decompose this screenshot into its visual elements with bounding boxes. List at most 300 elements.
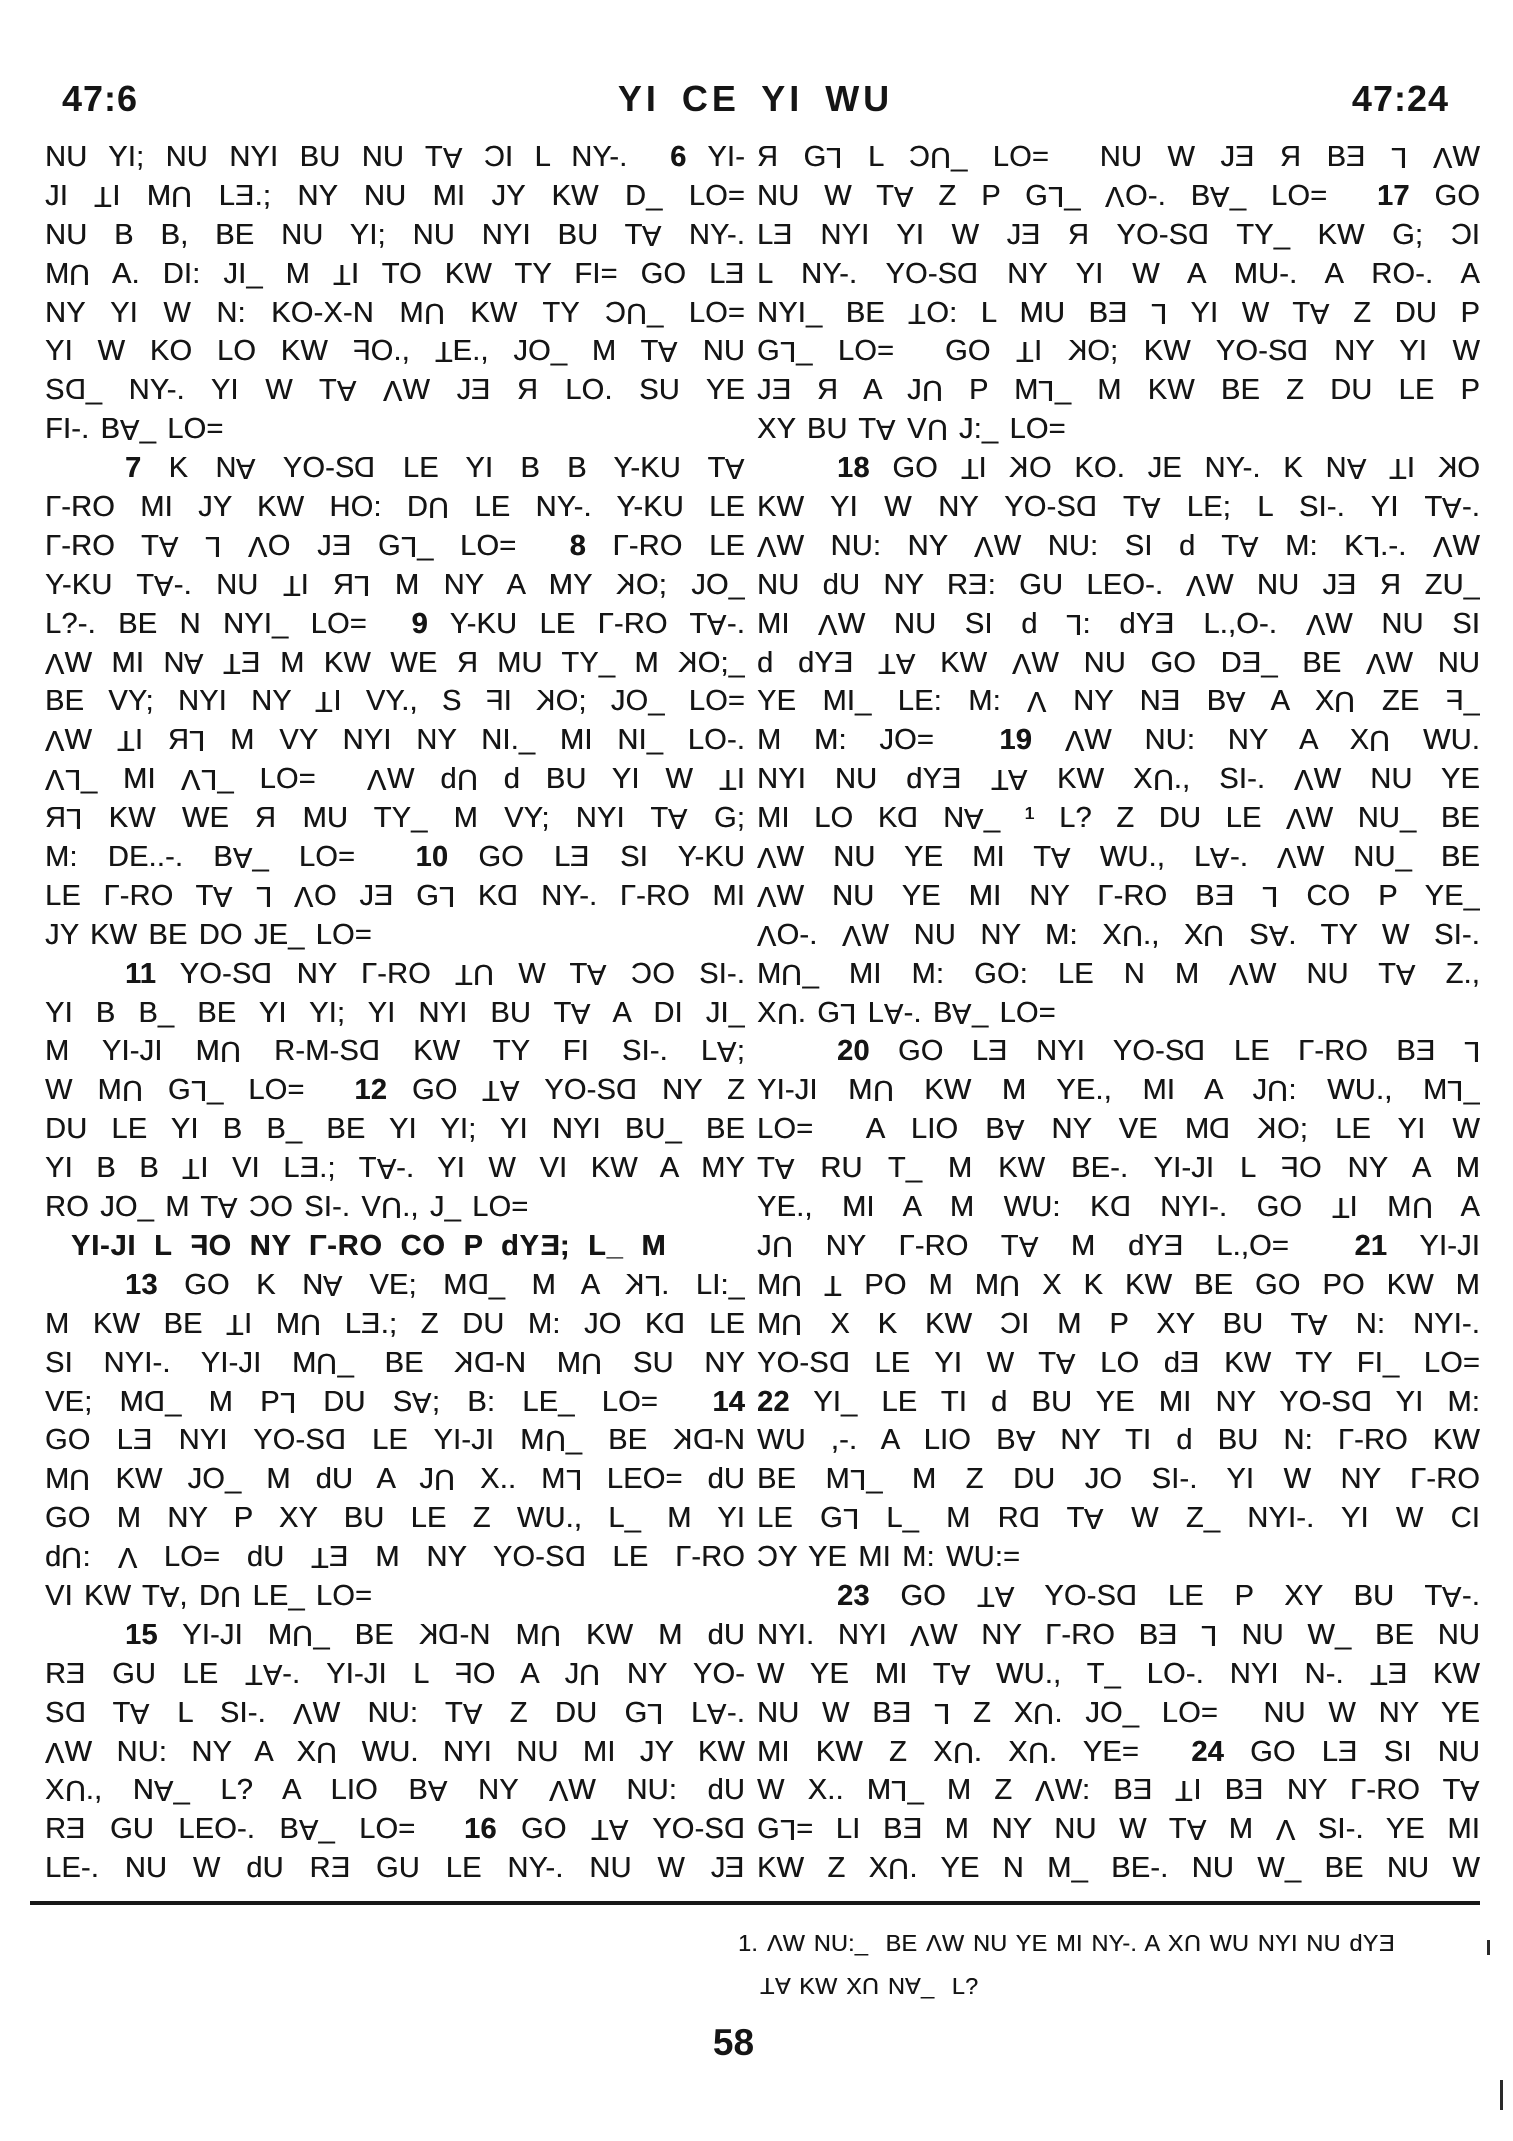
mirrored-letter: R <box>817 374 839 407</box>
text-line: GO LE NYI YO-SD LE YI-JI MU_ BE KD-N <box>45 1421 745 1460</box>
rotated-letter: A <box>1008 763 1029 796</box>
rotated-letter: T <box>116 724 135 757</box>
rotated-letter: U <box>1152 763 1174 796</box>
rotated-letter: U <box>952 1735 974 1768</box>
text-line: VW NU: NY A XU WU. NYI NU MI JY KW <box>45 1733 745 1772</box>
rotated-letter: V <box>45 1735 65 1768</box>
rotated-letter: U <box>1411 1190 1433 1223</box>
rotated-letter: U <box>292 1618 314 1651</box>
mirrored-letter: E <box>1337 568 1357 601</box>
text-line: RO JO_ M TA CO SI-. VU., J_ LO= <box>45 1188 745 1227</box>
rotated-letter: L <box>438 879 456 912</box>
mirrored-letter: R <box>167 724 189 757</box>
text-line: DU LE YI B B_ BE YI YI; YI NYI BU_ BE <box>45 1113 745 1146</box>
rotated-letter: U <box>456 763 478 796</box>
mirrored-letter: D <box>1287 335 1309 368</box>
mirrored-letter: D <box>564 1541 586 1574</box>
text-line: XU. GL LA-. BA_ LO= <box>757 994 1480 1033</box>
text-line: BE ML_ M Z DU JO SI-. YI W NY Γ-RO <box>757 1460 1480 1499</box>
rotated-letter: U <box>1121 918 1143 951</box>
rotated-letter: V <box>1275 1813 1296 1846</box>
rotated-letter: U <box>872 1074 894 1107</box>
footnote-line: 1. VW NU:_ BE VW NU YE MI NY-. A XU WU NYI NU dYE <box>738 1922 1463 1965</box>
text-line: LO= A LIO BA NY VE MD KO; LE YI W <box>757 1110 1480 1149</box>
rotated-letter: A <box>717 1035 737 1068</box>
verse-number: 14 <box>712 1385 745 1418</box>
mirrored-letter: R <box>333 568 355 601</box>
rotated-letter: V <box>181 763 202 796</box>
verse-number: 17 <box>1376 179 1410 212</box>
rotated-letter: A <box>883 996 904 1029</box>
mirrored-letter: F <box>352 335 371 368</box>
rotated-letter: A <box>905 1973 921 1999</box>
rotated-letter: V <box>910 1618 931 1651</box>
text-line: L NY-. YO-SD NY YI W A MU-. A RO-. A <box>757 255 1480 294</box>
mirrored-letter: K <box>678 646 698 679</box>
text-line: RE GU LE TA-. YI-JI L FO A JU NY YO- <box>45 1655 745 1694</box>
column-left <box>45 138 745 1888</box>
mirrored-letter: R <box>45 802 67 835</box>
mirrored-letter: E <box>66 1813 86 1846</box>
verse-number: 24 <box>1191 1735 1224 1768</box>
mirrored-letter: E <box>66 1657 86 1690</box>
mirrored-letter: R <box>456 646 478 679</box>
rotated-letter: U <box>1369 724 1391 757</box>
rotated-letter: L <box>64 763 81 796</box>
rotated-letter: A <box>1015 1424 1036 1457</box>
mirrored-letter: K <box>1067 335 1088 368</box>
text-line: 15 YI-JI MU_ BE KD-N MU KW M dU <box>45 1616 745 1655</box>
rotated-letter: V <box>766 1930 783 1956</box>
verse-number: 23 <box>837 1579 870 1612</box>
text-line: MU KW JO_ M dU A JU X.. ML LEO= dU <box>45 1460 745 1499</box>
text-line: 20 GO LE NYI YO-SD LE Γ-RO BE L <box>757 1032 1480 1071</box>
rotated-letter: A <box>1186 1813 1207 1846</box>
rotated-letter: A <box>1396 957 1416 990</box>
rotated-letter: L <box>934 1696 951 1729</box>
rotated-letter: L <box>842 1502 860 1535</box>
rotated-letter: U <box>428 490 450 523</box>
rotated-letter: L <box>279 1385 297 1418</box>
text-line: XY BU TA VU J:_ LO= <box>757 410 1480 449</box>
rotated-letter: U <box>69 257 91 290</box>
text-line: FI-. BA_ LO= <box>45 410 745 449</box>
rotated-letter: L <box>1447 1074 1464 1107</box>
rotated-letter: V <box>1305 607 1326 640</box>
rotated-letter: A <box>1310 296 1330 329</box>
mirrored-letter: D <box>723 1813 745 1846</box>
rotated-letter: V <box>926 1930 942 1956</box>
rotated-letter: A <box>262 1657 283 1690</box>
text-line: VW NU: NY VW NU: SI d TA M: KL.-. VW <box>757 527 1480 566</box>
rotated-letter: V <box>293 1696 313 1729</box>
footnote-line: TA KW XU NA_ L? <box>738 1965 1463 2008</box>
rotated-letter: V <box>818 607 838 640</box>
mirrored-letter: D <box>251 957 273 990</box>
rotated-letter: T <box>976 1579 995 1612</box>
scan-artifact <box>1487 1940 1490 1955</box>
text-line: dU: V LO= dU TE M NY YO-SD LE Γ-RO <box>45 1538 745 1577</box>
rotated-letter: V <box>1229 957 1249 990</box>
rotated-letter: T <box>760 1973 775 1999</box>
verse-number: 7 <box>125 452 142 485</box>
mirrored-letter: K <box>1257 1113 1277 1146</box>
mirrored-letter: D <box>64 374 86 407</box>
text-line: YI B B_ BE YI YI; YI NYI BU TA A DI JI_ <box>45 994 745 1033</box>
text-line: LE NYI YI W JE R YO-SD TY_ KW G; CI <box>757 216 1480 255</box>
text-line: VE; MD_ M PL DU SA; B: LE_ LO= 14 <box>45 1383 745 1422</box>
mirrored-letter: E <box>241 646 261 679</box>
scan-artifact <box>1500 2080 1503 2110</box>
text-line: Γ-RO TA L VO JE GL_ LO= 8 Γ-RO LE <box>45 527 745 566</box>
mirrored-letter: D <box>828 1346 850 1379</box>
rotated-letter: L <box>1038 374 1055 407</box>
rotated-letter: L <box>1391 140 1408 173</box>
mirrored-letter: C <box>757 1541 779 1574</box>
mirrored-letter: K <box>418 1618 439 1651</box>
rotated-letter: U <box>1334 685 1356 718</box>
rotated-letter: T <box>244 1657 263 1690</box>
text-line: MI VW NU SI d L: dYE L.,O-. VW NU SI <box>757 605 1480 644</box>
rotated-letter: V <box>117 1540 138 1573</box>
text-line: TA RU T_ M KW BE-. YI-JI L FO NY A M <box>757 1149 1480 1188</box>
text-line: JI TI MU LE.; NY NU MI JY KW D_ LO= <box>45 177 745 216</box>
rotated-letter: U <box>771 1229 793 1262</box>
verse-number: 16 <box>464 1813 497 1846</box>
rotated-letter: A <box>894 179 914 212</box>
text-line: NU YI; NU NYI BU NU TA CI L NY-. 6 YI- <box>45 138 745 177</box>
mirrored-letter: R <box>255 802 277 835</box>
rotated-letter: A <box>158 529 179 562</box>
rotated-letter: A <box>232 840 253 873</box>
rotated-letter: L <box>1463 1035 1480 1068</box>
rotated-letter: T <box>908 296 927 329</box>
mirrored-letter: K <box>1437 452 1458 485</box>
mirrored-letter: E <box>331 529 352 562</box>
footnote-divider <box>30 1901 1480 1905</box>
text-line: 18 GO TI KO KO. JE NY-. K NA TI KO <box>757 449 1480 488</box>
rotated-letter: U <box>921 374 943 407</box>
rotated-letter: V <box>1064 724 1085 757</box>
mirrored-letter: D <box>692 1424 714 1457</box>
rotated-letter: A <box>336 374 357 407</box>
mirrored-letter: E <box>988 1035 1008 1068</box>
rotated-letter: A <box>668 802 688 835</box>
rotated-letter: A <box>1210 179 1230 212</box>
verse-number: 13 <box>125 1268 158 1301</box>
rotated-letter: A <box>1140 490 1161 523</box>
rotated-letter: V <box>1027 685 1047 718</box>
text-line: NU B B, BE NU YI; NU NYI BU TA NY-. <box>45 216 745 255</box>
rotated-letter: V <box>974 529 994 562</box>
rotated-letter: L <box>849 1463 867 1496</box>
mirrored-letter: D <box>1350 1385 1372 1418</box>
verse-number: 11 <box>125 957 157 990</box>
text-line: W MU GL_ LO= 12 GO TA YO-SD NY Z <box>45 1071 745 1110</box>
text-line: NYI NU dYE TA KW XU., SI-. VW NU YE <box>757 760 1480 799</box>
text-line: M M: JO= 19 VW NU: NY A XU WU. <box>757 721 1480 760</box>
rotated-letter: T <box>1175 1774 1194 1807</box>
mirrored-letter: D <box>1184 1035 1206 1068</box>
mirrored-letter: D <box>497 879 519 912</box>
verse-number: 8 <box>569 529 586 562</box>
rotated-letter: A <box>1084 1502 1104 1535</box>
rotated-letter: U <box>1027 1735 1049 1768</box>
mirrored-letter: E <box>942 763 962 796</box>
rotated-letter: U <box>781 1268 803 1301</box>
footnote <box>738 1922 1463 2008</box>
mirrored-letter: C <box>631 957 653 990</box>
rotated-letter: U <box>171 179 193 212</box>
rotated-letter: A <box>500 1074 520 1107</box>
rotated-letter: T <box>990 763 1009 796</box>
rotated-letter: L <box>201 763 218 796</box>
rotated-letter: L <box>826 140 843 173</box>
mirrored-letter: K <box>616 568 636 601</box>
rotated-letter: V <box>1432 140 1453 173</box>
rotated-letter: T <box>482 1074 501 1107</box>
rotated-letter: U <box>781 957 803 990</box>
rotated-letter: U <box>579 1657 601 1690</box>
rotated-letter: U <box>121 1074 144 1107</box>
mirrored-letter: E <box>1346 141 1366 173</box>
mirrored-letter: E <box>771 374 792 407</box>
rotated-letter: V <box>45 724 65 757</box>
mirrored-letter: E <box>328 1541 349 1574</box>
mirrored-letter: E <box>132 1424 153 1457</box>
rotated-letter: U <box>781 1307 803 1340</box>
text-line: Γ-RO MI JY KW HO: DU LE NY-. Y-KU LE <box>45 488 745 527</box>
text-line: JY KW BE DO JE_ LO= <box>45 918 372 951</box>
mirrored-letter: K <box>1009 452 1029 485</box>
text-line: R GL L CU_ LO= NU W JE R BE L VW <box>757 138 1480 177</box>
text-line: KW Z XU. YE N M_ BE-. NU W_ BE NU W <box>757 1849 1480 1888</box>
rotated-letter: V <box>1294 763 1314 796</box>
verse-number: 19 <box>999 724 1032 757</box>
text-line: SD_ NY-. YI W TA VW JE R LO. SU YE <box>45 371 745 410</box>
rotated-letter: U <box>423 296 445 329</box>
text-line: VI KW TA, DU LE_ LO= <box>45 1577 745 1616</box>
book-title: YI CE YI WU <box>617 78 894 119</box>
rotated-letter: A <box>774 1152 795 1185</box>
mirrored-letter: D <box>1075 491 1098 524</box>
verse-number: 10 <box>415 841 449 874</box>
mirrored-letter: D <box>957 257 979 290</box>
rotated-letter: U <box>64 1774 86 1807</box>
text-line: LE Γ-RO TA L VO JE GL KD NY-. Γ-RO MI <box>45 877 745 916</box>
mirrored-letter: D <box>143 1385 166 1418</box>
rotated-letter: U <box>434 1463 456 1496</box>
rotated-letter: T <box>1388 452 1407 485</box>
mirrored-letter: E <box>968 568 988 601</box>
rotated-letter: T <box>960 452 979 485</box>
text-line: 23 GO TA YO-SD LE P XY BU TA-. <box>757 1577 1480 1616</box>
rotated-letter: U <box>69 1463 91 1496</box>
text-line: 22 YI_ LE TI d BU YE MI NY YO-SD YI M: <box>757 1383 1480 1422</box>
mirrored-letter: D <box>897 802 919 835</box>
text-line: M YI-JI MU R-M-SD KW TY FI SI-. LA; <box>45 1032 745 1071</box>
text-line: SI NYI-. YI-JI MU_ BE KD-N MU SU NY <box>45 1344 745 1383</box>
rotated-letter: L <box>255 879 272 912</box>
mirrored-letter: E <box>1387 1657 1408 1690</box>
rotated-letter: U <box>300 1307 322 1340</box>
mirrored-letter: E <box>1241 646 1262 679</box>
rotated-letter: A <box>153 1774 174 1807</box>
rotated-letter: A <box>1308 1307 1328 1340</box>
rotated-letter: L <box>779 1813 797 1846</box>
mirrored-letter: F <box>1281 1152 1299 1185</box>
text-line: 7 K NA YO-SD LE YI B B Y-KU TA <box>45 449 745 488</box>
mirrored-letter: E <box>1214 879 1235 912</box>
rotated-letter: U <box>929 140 952 173</box>
mirrored-letter: F <box>189 1229 209 1262</box>
mirrored-letter: K <box>536 685 556 718</box>
rotated-letter: V <box>1286 802 1306 835</box>
mirrored-letter: E <box>539 1229 560 1262</box>
rotated-letter: A <box>952 996 972 1029</box>
rotated-letter: L <box>1201 1618 1218 1651</box>
text-line: M: DE..-. BA_ LO= 10 GO LE SI Y-KU <box>45 838 745 877</box>
rotated-letter: A <box>1460 1774 1480 1807</box>
rotated-letter: U <box>380 1190 403 1223</box>
mirrored-letter: C <box>1450 218 1472 251</box>
mirrored-letter: D <box>467 1268 489 1301</box>
verse-number: 18 <box>837 452 870 485</box>
rotated-letter: A <box>184 646 205 679</box>
rotated-letter: L <box>189 724 206 757</box>
rotated-letter: V <box>1186 568 1207 601</box>
mirrored-letter: E <box>1338 1735 1358 1768</box>
mirrored-letter: D <box>354 452 376 485</box>
text-line: VW TI RL M VY NYI NY NI._ MI NI_ LO-. <box>45 721 745 760</box>
rotated-letter: U <box>220 1579 242 1612</box>
rotated-letter: A <box>1346 452 1367 485</box>
rotated-letter: L <box>1262 879 1279 912</box>
text-line: NY YI W N: KO-X-N MU KW TY CU_ LO= <box>45 294 745 333</box>
rotated-letter: A <box>213 879 233 912</box>
text-line: WU ,-. A LIO BA NY TI d BU N: Γ-RO KW <box>757 1421 1480 1460</box>
rotated-letter: T <box>1369 1657 1388 1690</box>
rotated-letter: T <box>590 1813 609 1846</box>
rotated-letter: A <box>427 1774 448 1807</box>
mirrored-letter: E <box>725 257 745 290</box>
rotated-letter: T <box>718 763 737 796</box>
text-line: VO-. VW NU NY M: XU., XU SA. TY W SI-. <box>757 916 1480 955</box>
text-line: YI W KO LO KW FO., TE., JO_ M TA NU <box>45 332 745 371</box>
rotated-letter: U <box>1183 1930 1201 1956</box>
mirrored-letter: E <box>1155 607 1175 640</box>
rotated-letter: U <box>776 996 798 1029</box>
verse-number: 12 <box>354 1074 388 1107</box>
rotated-letter: L <box>400 529 418 562</box>
mirrored-letter: E <box>1160 685 1181 718</box>
rotated-letter: L <box>779 335 797 368</box>
text-line: SD TA L SI-. VW NU: TA Z DU GL LA-. <box>45 1694 745 1733</box>
text-line: YI B B TI VI LE.; TA-. YI W VI KW A MY <box>45 1149 745 1188</box>
mirrored-letter: D <box>664 1307 686 1340</box>
rotated-letter: V <box>548 1774 569 1807</box>
rotated-letter: U <box>544 1424 566 1457</box>
rotated-letter: U <box>539 1618 561 1651</box>
mirrored-letter: D <box>1109 1191 1131 1224</box>
rotated-letter: V <box>367 763 387 796</box>
rotated-letter: L <box>1363 529 1381 562</box>
mirrored-letter: C <box>249 1191 271 1224</box>
rotated-letter: A <box>1210 840 1230 873</box>
mirrored-letter: D <box>324 1424 346 1457</box>
rotated-letter: T <box>1331 1190 1350 1223</box>
text-line: VL_ MI VL_ LO= VW dU d BU YI W TI <box>45 760 745 799</box>
text-line: RL KW WE R MU TY_ M VY; NYI TA G; <box>45 799 745 838</box>
rotated-letter: T <box>226 1307 244 1340</box>
rotated-letter: V <box>841 918 862 951</box>
text-line: 13 GO K NA VE; MD_ M A KL. LI:_ <box>45 1266 745 1305</box>
text-line: RE GU LEO-. BA_ LO= 16 GO TA YO-SD <box>45 1810 745 1849</box>
text-line: YI-JI MU KW M YE., MI A JU: WU., ML_ <box>757 1071 1480 1110</box>
rotated-letter: T <box>455 957 473 990</box>
rotated-letter: L <box>891 1774 908 1807</box>
rotated-letter: L <box>66 802 83 835</box>
rotated-letter: T <box>434 335 453 368</box>
text-line: W X.. ML_ M Z VW: BE TI BE NY Γ-RO TA <box>757 1771 1480 1810</box>
rotated-letter: A <box>707 1696 727 1729</box>
mirrored-letter: E <box>902 1813 923 1846</box>
column-right <box>757 138 1480 1888</box>
rotated-letter: U <box>472 957 495 990</box>
rotated-letter: V <box>1432 529 1453 562</box>
verse-number: 21 <box>1354 1229 1388 1262</box>
rotated-letter: A <box>994 1579 1015 1612</box>
rotated-letter: L <box>190 1074 208 1107</box>
text-line: NU W TA Z P GL_ VO-. BA_ LO= 17 GO <box>757 177 1480 216</box>
mirrored-letter: D <box>438 1618 460 1651</box>
rotated-letter: A <box>642 218 662 251</box>
chapter-verse-right: 47:24 <box>1351 78 1449 119</box>
text-line: NU W BE L Z XU. JO_ LO= NU W NY YE <box>757 1694 1480 1733</box>
rotated-letter: V <box>45 646 65 679</box>
rotated-letter: V <box>757 529 777 562</box>
rotated-letter: U <box>862 1973 880 1999</box>
rotated-letter: U <box>581 1346 603 1379</box>
text-line: VW NU YE MI NY Γ-RO BE L CO P YE_ <box>757 877 1480 916</box>
rotated-letter: T <box>824 1268 843 1301</box>
mirrored-letter: R <box>1380 568 1402 601</box>
mirrored-letter: F <box>454 1657 473 1690</box>
rotated-letter: A <box>442 140 463 173</box>
text-line: L?-. BE N NYI_ LO= 9 Y-KU LE Γ-RO TA-. <box>45 605 745 644</box>
rotated-letter: A <box>218 1190 238 1223</box>
text-line: YE MI_ LE: M: V NY NE BA A XU ZE F_ <box>757 682 1480 721</box>
mirrored-letter: E <box>235 179 255 212</box>
text-line: MI LO KD NA_ ¹ L? Z DU LE VW NU_ BE <box>757 799 1480 838</box>
mirrored-letter: R <box>1280 141 1302 173</box>
mirrored-letter: D <box>1209 1113 1231 1146</box>
rotated-letter: A <box>587 957 607 990</box>
text-line: MU X K KW CI M P XY BU TA N: NYI-. <box>757 1305 1480 1344</box>
text-line: d dYE TA KW VW NU GO DE_ BE VW NU <box>757 644 1480 683</box>
text-line: M KW BE TI MU LE.; Z DU M: JO KD LE <box>45 1305 745 1344</box>
text-line: VW NU YE MI TA WU., LA-. VW NU_ BE <box>757 838 1480 877</box>
mirrored-letter: D <box>64 1696 86 1729</box>
rotated-letter: A <box>608 1813 629 1846</box>
rotated-letter: A <box>120 413 140 446</box>
mirrored-letter: K <box>454 1346 474 1379</box>
rotated-letter: V <box>1105 179 1125 212</box>
rotated-letter: U <box>219 1035 242 1068</box>
rotated-letter: T <box>282 568 301 601</box>
rotated-letter: A <box>1226 685 1246 718</box>
rotated-letter: V <box>248 529 268 562</box>
